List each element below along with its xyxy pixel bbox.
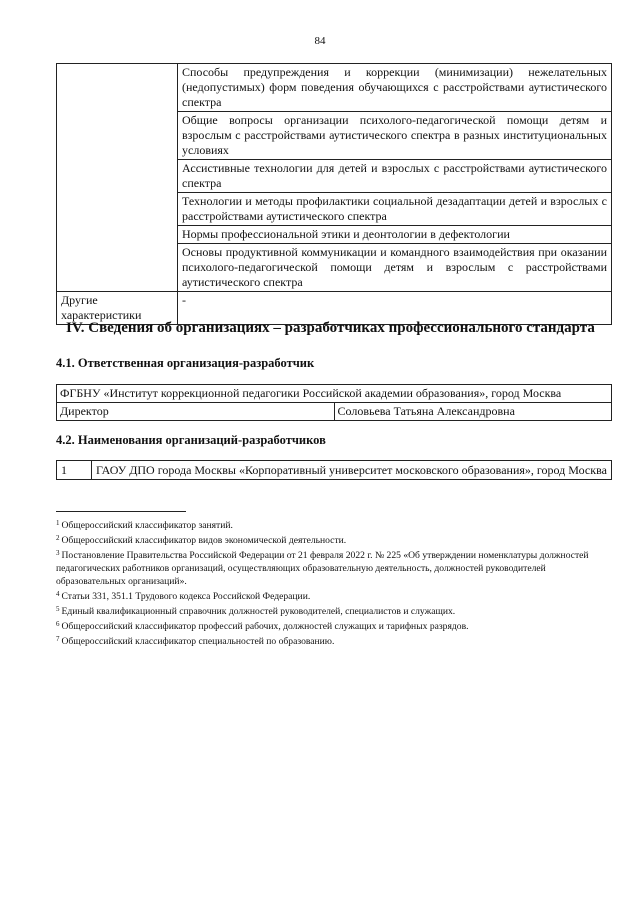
footnote: [56, 633, 612, 648]
footnote-number: 7: [56, 635, 60, 643]
responsible-org-table: [56, 384, 612, 421]
footnote: [56, 588, 612, 603]
knowledge-item: Ассистивные технологии для детей и взрослых с расстройствами аутистического спектра: [178, 160, 612, 193]
knowledge-item: Основы продуктивной коммуникации и командного взаимодействия при оказании психолого-педагогической помощи детям и взрослым с расстройствами аутистического спектра: [178, 244, 612, 292]
footnote: [56, 547, 612, 588]
footnote-text: Общероссийский классификатор занятий.: [61, 520, 233, 531]
table-row: [57, 403, 612, 421]
responsible-org-heading: 4.1. Ответственная организация-разработчик: [56, 356, 315, 370]
table-row: [57, 64, 612, 112]
other-characteristics-label: Другие характеристики: [57, 292, 178, 325]
developer-orgs-heading: 4.2. Наименования организаций-разработчиков: [56, 433, 326, 447]
responsible-person: Соловьева Татьяна Александровна: [334, 403, 612, 421]
footnote-number: 4: [56, 590, 60, 598]
footnote-text: Единый квалификационный справочник должностей руководителей, специалистов и служащих.: [61, 606, 456, 617]
responsible-org-name: ФГБНУ «Институт коррекционной педагогики Российской академии образования», город Москва: [57, 385, 612, 403]
footnote-number: 2: [56, 534, 60, 542]
footnote: [56, 517, 612, 532]
developer-name: ГАОУ ДПО города Москвы «Корпоративный университет московского образования», город Москва: [92, 461, 612, 480]
table-row: [57, 461, 612, 480]
developer-orgs-table: [56, 460, 612, 480]
page-number: 84: [314, 35, 326, 47]
footnote: [56, 532, 612, 547]
footnote-number: 5: [56, 605, 60, 613]
knowledge-item: Общие вопросы организации психолого-педагогической помощи детям и взрослым с расстройствами аутистического спектра в разных институциональных условиях: [178, 112, 612, 160]
footnote-text: Общероссийский классификатор профессий рабочих, должностей служащих и тарифных разрядов.: [61, 621, 469, 632]
footnote: [56, 618, 612, 633]
section-title: IV. Сведения об организациях – разработчиках профессионального стандарта: [66, 320, 595, 336]
footnote-text: Статьи 331, 351.1 Трудового кодекса Российской Федерации.: [61, 591, 311, 602]
developer-number: 1: [57, 461, 92, 480]
empty-label-cell: [57, 64, 178, 292]
footnote-text: Общероссийский классификатор специальностей по образованию.: [61, 636, 335, 647]
footnote-separator: [56, 511, 186, 512]
table-row: [57, 385, 612, 403]
knowledge-item: Технологии и методы профилактики социальной дезадаптации детей и взрослых с расстройствами аутистического спектра: [178, 193, 612, 226]
footnotes: [56, 517, 612, 648]
responsible-position: Директор: [57, 403, 335, 421]
knowledge-item: Способы предупреждения и коррекции (минимизации) нежелательных (недопустимых) форм поведения обучающихся с расстройствами аутистического спектра: [178, 64, 612, 112]
other-characteristics-value: -: [178, 292, 612, 325]
footnote: [56, 603, 612, 618]
knowledge-item: Нормы профессиональной этики и деонтологии в дефектологии: [178, 226, 612, 244]
footnote-number: 6: [56, 620, 60, 628]
footnote-text: Постановление Правительства Российской Федерации от 21 февраля 2022 г. № 225 «Об утверждении номенклатуры должностей педагогических работников организаций, осуществляющих образовательную деятельность, должностей руководителей образовательных организаций».: [56, 550, 589, 587]
footnote-number: 3: [56, 549, 60, 557]
footnote-text: Общероссийский классификатор видов экономической деятельности.: [61, 535, 347, 546]
necessary-knowledge-table: [56, 63, 612, 325]
footnote-number: 1: [56, 519, 60, 527]
